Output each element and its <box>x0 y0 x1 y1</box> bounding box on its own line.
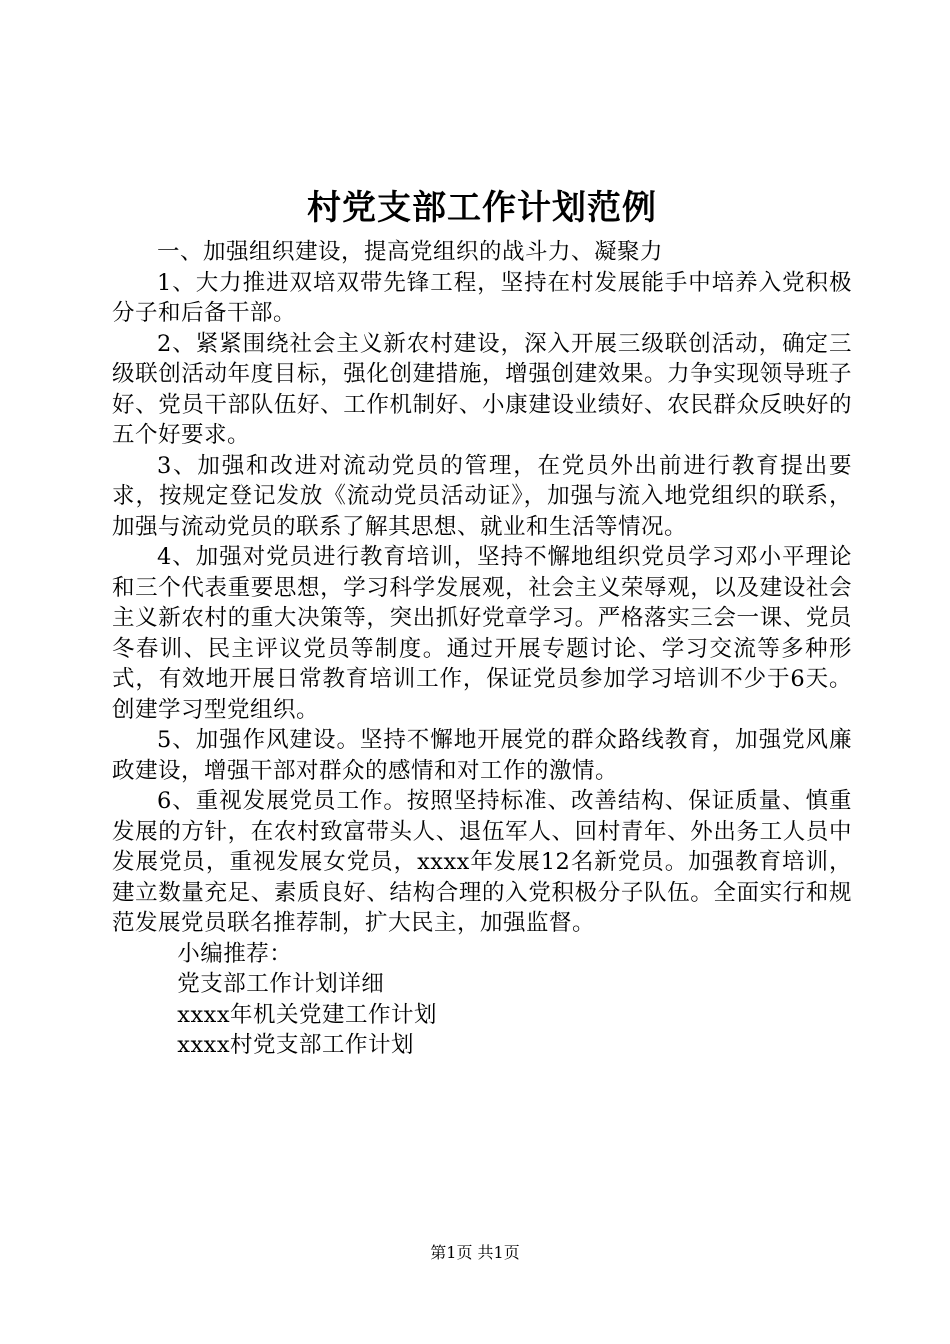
paragraph-4: 4、加强对党员进行教育培训，坚持不懈地组织党员学习邓小平理论和三个代表重要思想，学习科学发展观，社会主义荣辱观，以及建设社会主义新农村的重大决策等，突出抓好党章学习。严格落实三会一课、党员冬春训、民主评议党员等制度。通过开展专题讨论、学习交流等多种形式，有效地开展日常教育培训工作，保证党员参加学习培训不少于6天。创建学习型党组织。 <box>112 544 852 723</box>
document-body <box>112 185 852 1061</box>
paragraph-6: 6、重视发展党员工作。按照坚持标准、改善结构、保证质量、慎重发展的方针，在农村致富带头人、退伍军人、回村青年、外出务工人员中发展党员，重视发展女党员，xxxx年发展12名新党员。加强教育培训，建立数量充足、素质良好、结构合理的入党积极分子队伍。全面实行和规范发展党员联名推荐制，扩大民主，加强监督。 <box>112 788 852 936</box>
recommend-link-3[interactable]: xxxx村党支部工作计划 <box>177 1032 415 1058</box>
document-title: 村党支部工作计划范例 <box>307 188 657 228</box>
page-footer: 第1页 共1页 <box>430 1243 520 1262</box>
section-heading: 一、加强组织建设，提高党组织的战斗力、凝聚力 <box>157 239 664 265</box>
paragraph-1: 1、大力推进双培双带先锋工程，坚持在村发展能手中培养入党积极分子和后备干部。 <box>112 269 852 326</box>
paragraph-3: 3、加强和改进对流动党员的管理，在党员外出前进行教育提出要求，按规定登记发放《流动党员活动证》，加强与流入地党组织的联系，加强与流动党员的联系了解其思想、就业和生活等情况。 <box>112 452 852 540</box>
recommend-label: 小编推荐： <box>177 940 293 967</box>
recommend-link-2[interactable]: xxxx年机关党建工作计划 <box>177 1001 438 1028</box>
recommend-link-1[interactable]: 党支部工作计划详细 <box>177 971 385 997</box>
paragraph-5: 5、加强作风建设。坚持不懈地开展党的群众路线教育，加强党风廉政建设，增强干部对群众的感情和对工作的激情。 <box>112 727 852 784</box>
paragraph-2: 2、紧紧围绕社会主义新农村建设，深入开展三级联创活动，确定三级联创活动年度目标，强化创建措施，增强创建效果。力争实现领导班子好、党员干部队伍好、工作机制好、小康建设业绩好、农民群众反映好的五个好要求。 <box>112 330 852 448</box>
